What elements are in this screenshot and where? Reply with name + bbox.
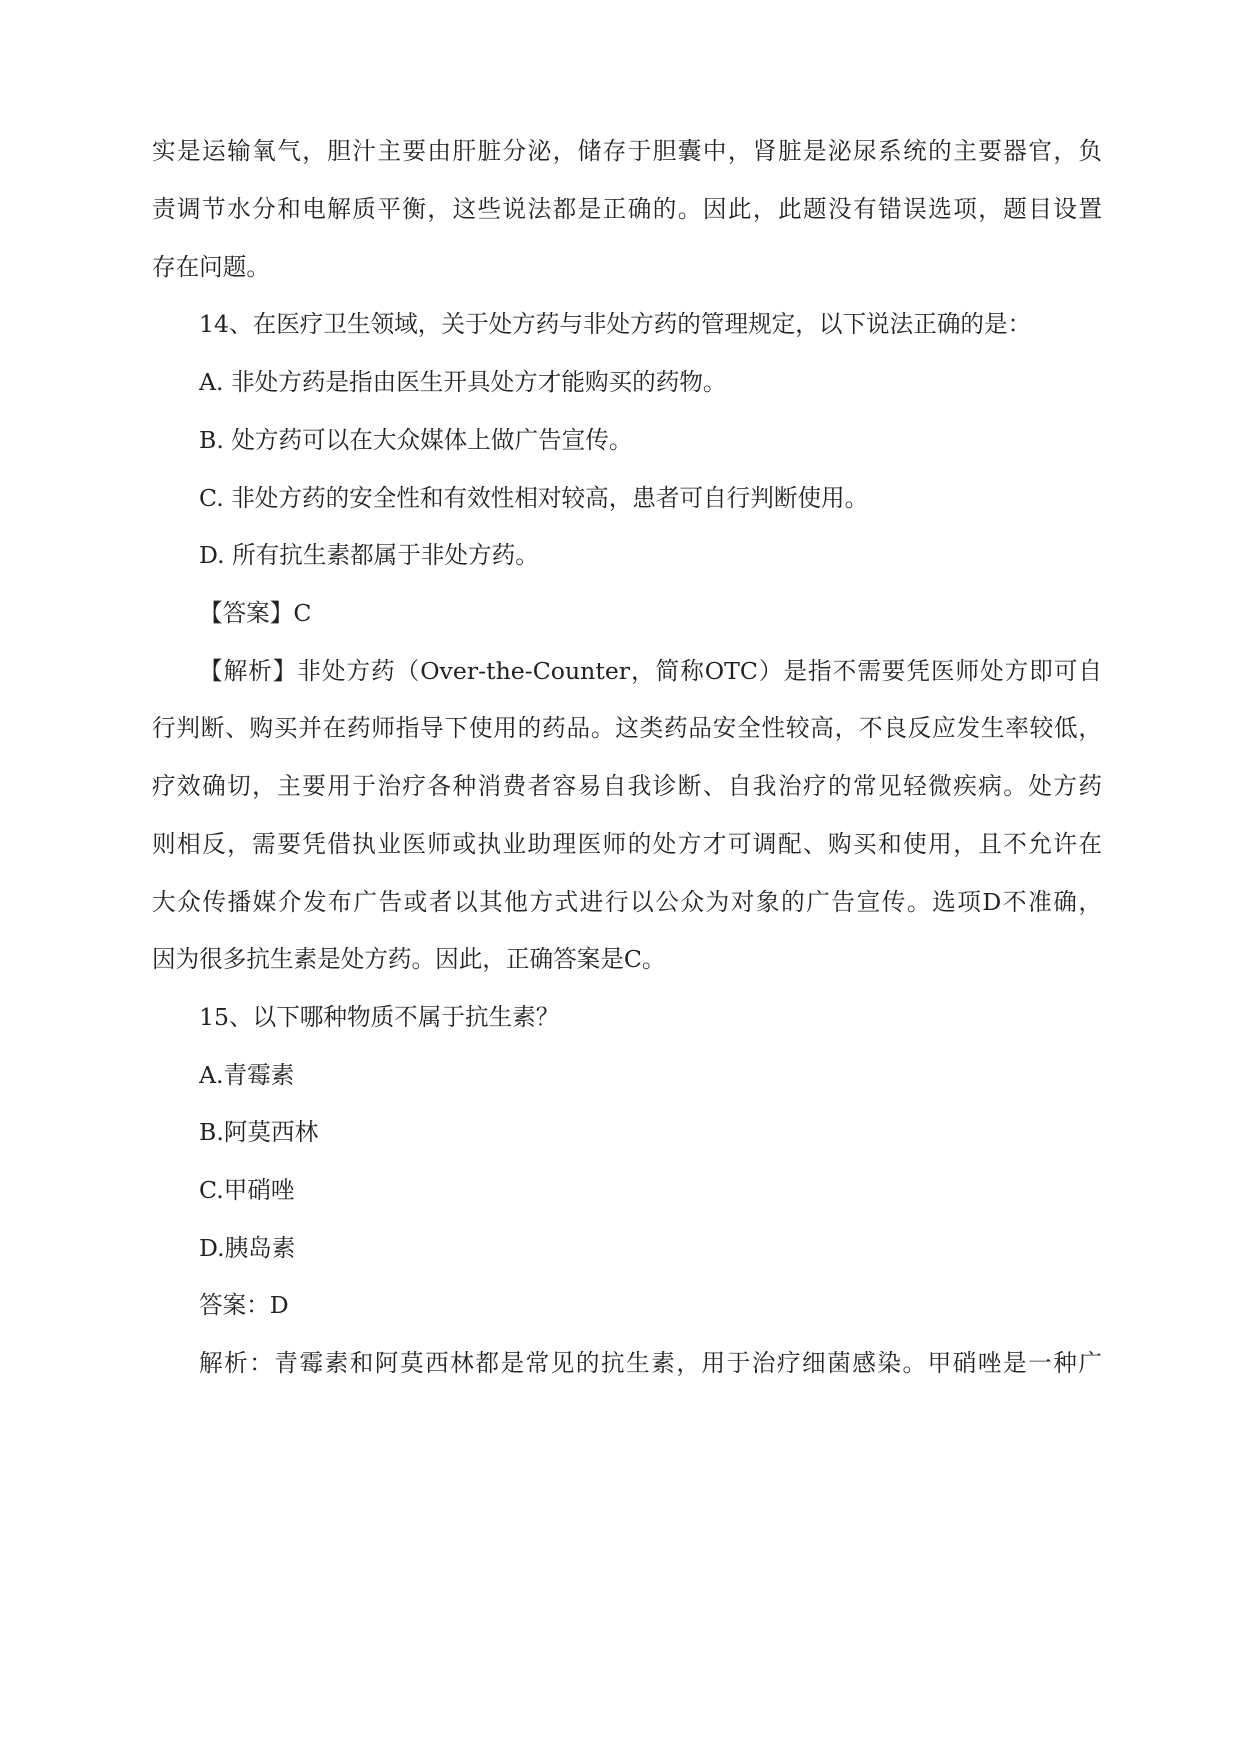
question-15-stem: 15、以下哪种物质不属于抗生素？ [199,1003,560,1031]
question-15-explanation-line: 解析：青霉素和阿莫西林都是常见的抗生素，用于治疗细菌感染。甲硝唑是一种广 [199,1349,1102,1377]
question-15-option-d: D.胰岛素 [199,1234,296,1262]
question-14-option-b: B. 处方药可以在大众媒体上做广告宣传。 [199,426,633,454]
question-15-answer: 答案：D [199,1291,289,1319]
paragraph-line: 责调节水分和电解质平衡，这些说法都是正确的。因此，此题没有错误选项，题目设置 [152,195,1102,223]
question-14-option-d: D. 所有抗生素都属于非处方药。 [199,541,539,569]
question-15-option-b: B.阿莫西林 [199,1118,319,1146]
paragraph-line: 存在问题。 [152,253,270,281]
question-14-explanation-line: 【解析】非处方药（Over-the-Counter，简称OTC）是指不需要凭医师处方即可自 [199,657,1102,685]
question-14-explanation-line: 行判断、购买并在药师指导下使用的药品。这类药品安全性较高，不良反应发生率较低， [152,714,1102,742]
question-15-option-c: C.甲硝唑 [199,1176,295,1204]
question-15-option-a: A.青霉素 [199,1061,295,1089]
paragraph-line: 实是运输氧气，胆汁主要由肝脏分泌，储存于胆囊中，肾脏是泌尿系统的主要器官，负 [152,137,1102,165]
question-14-explanation-line: 则相反，需要凭借执业医师或执业助理医师的处方才可调配、购买和使用，且不允许在 [152,830,1102,858]
question-14-explanation-line: 疗效确切，主要用于治疗各种消费者容易自我诊断、自我治疗的常见轻微疾病。处方药 [152,772,1102,800]
question-14-answer: 【答案】C [199,599,312,627]
question-14-explanation-line: 大众传播媒介发布广告或者以其他方式进行以公众为对象的广告宣传。选项D不准确， [152,888,1102,916]
question-14-option-a: A. 非处方药是指由医生开具处方才能购买的药物。 [199,368,727,396]
question-14-option-c: C. 非处方药的安全性和有效性相对较高，患者可自行判断使用。 [199,484,869,512]
question-14-explanation-line: 因为很多抗生素是处方药。因此，正确答案是C。 [152,945,666,973]
question-14-stem: 14、在医疗卫生领域，关于处方药与非处方药的管理规定，以下说法正确的是： [199,310,1032,338]
